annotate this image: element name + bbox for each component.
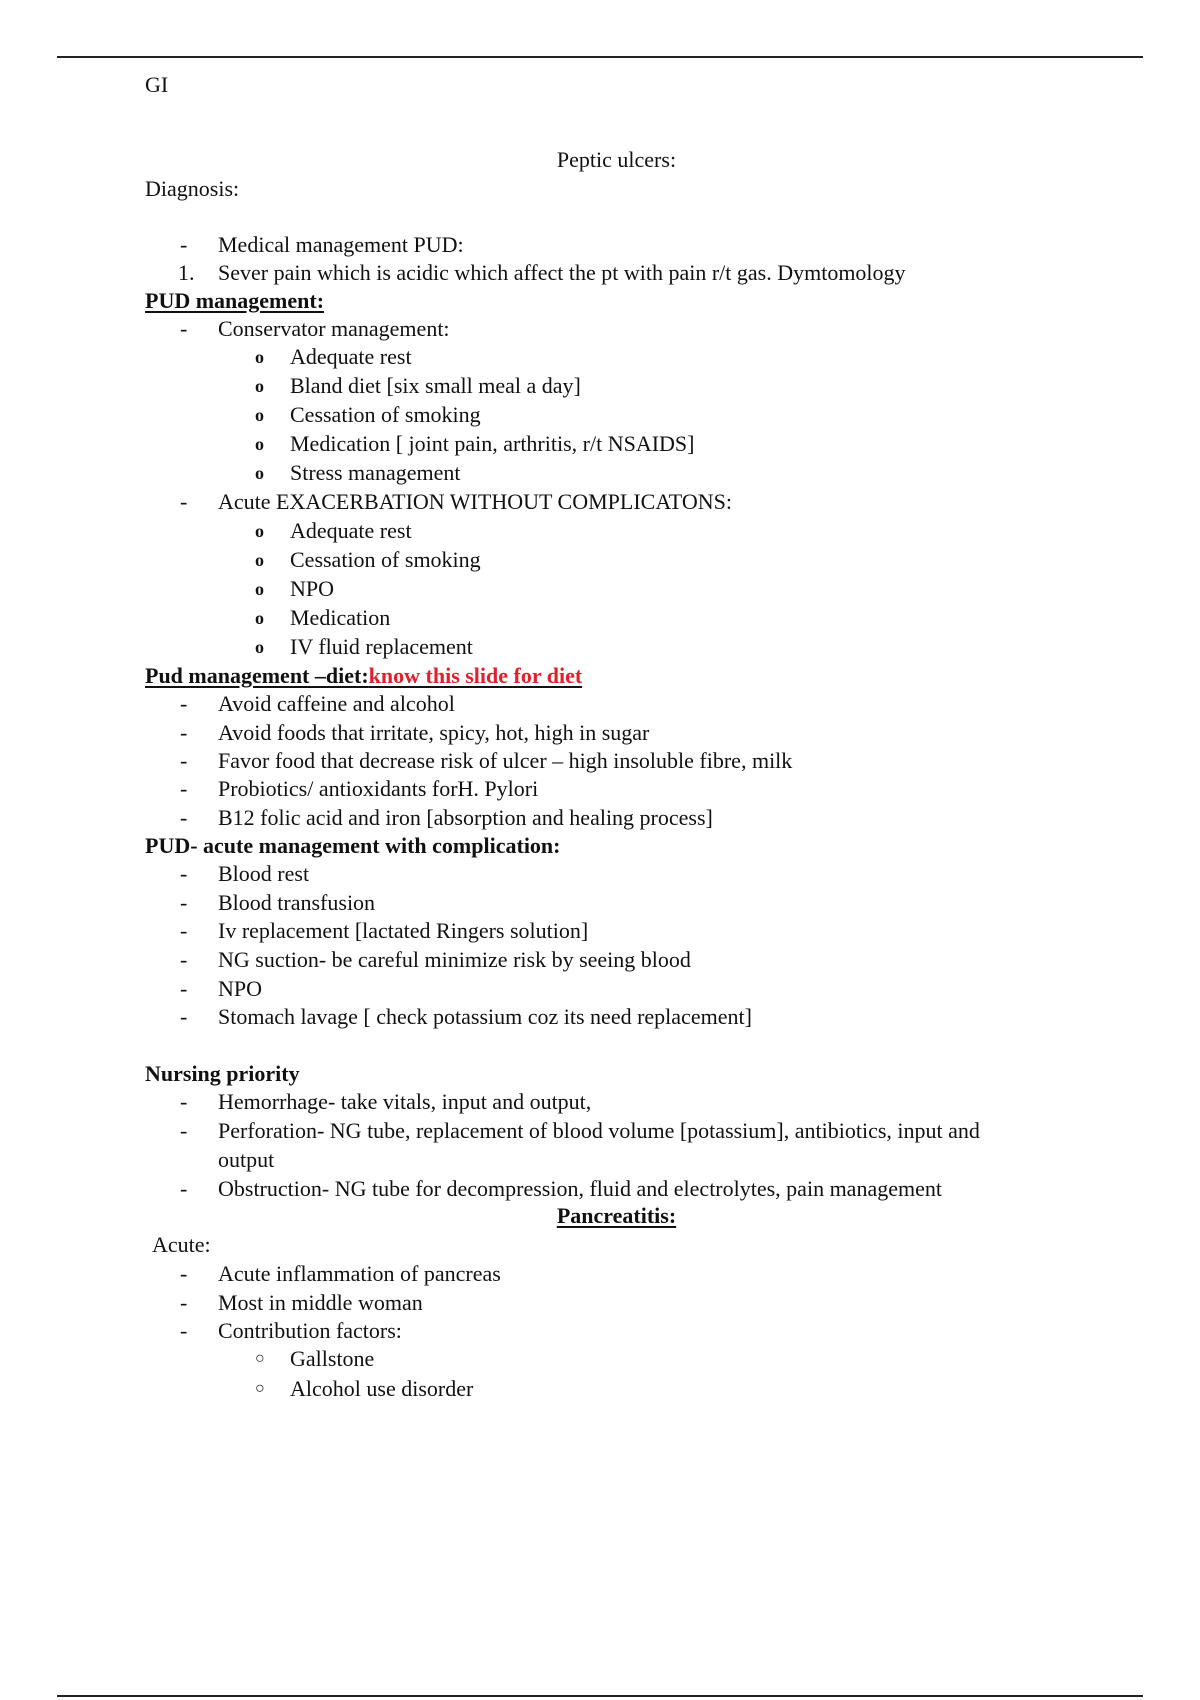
bullet-marker: o <box>255 347 264 367</box>
bullet-marker: o <box>255 550 264 570</box>
dash-marker: - <box>180 316 188 341</box>
pud-management-heading: PUD management: <box>145 288 325 313</box>
list-item-text: Obstruction- NG tube for decompression, fluid and electrolytes, pain management <box>218 1176 942 1201</box>
bullet-marker: o <box>255 579 264 599</box>
bullet-marker: o <box>255 405 264 425</box>
dash-marker: - <box>180 805 188 830</box>
sub-item-text: Cessation of smoking <box>290 547 481 572</box>
diet-heading-text: Pud management –diet: <box>145 663 369 688</box>
list-item-text: Avoid foods that irritate, spicy, hot, high in sugar <box>218 720 650 745</box>
dash-marker: - <box>180 776 188 801</box>
list-item-text: Acute inflammation of pancreas <box>218 1261 501 1286</box>
dash-marker: - <box>180 748 188 773</box>
list-item-text: Blood transfusion <box>218 890 376 915</box>
dash-marker: - <box>180 720 188 745</box>
sub-item-text: NPO <box>290 576 335 601</box>
complication-heading: PUD- acute management with complication: <box>145 833 561 858</box>
bullet-marker: o <box>255 608 264 628</box>
pancreatitis-title: Pancreatitis: <box>556 1203 677 1228</box>
dash-marker: - <box>180 1318 188 1343</box>
bullet-marker: o <box>255 434 264 454</box>
list-item-text: Avoid caffeine and alcohol <box>218 691 455 716</box>
list-item-text: Blood rest <box>218 861 310 886</box>
list-item-text: Perforation- NG tube, replacement of blood volume [potassium], antibiotics, input and <box>218 1118 980 1143</box>
list-item-text: Most in middle woman <box>218 1290 423 1315</box>
acute-label: Acute: <box>152 1232 211 1257</box>
list-item-text: Stomach lavage [ check potassium coz its need replacement] <box>218 1004 752 1029</box>
dash-marker: - <box>180 489 188 514</box>
list-item-text: Medical management PUD: <box>218 232 464 257</box>
bullet-marker: o <box>255 463 264 483</box>
peptic-ulcers-title: Peptic ulcers: <box>556 147 677 172</box>
dash-marker: - <box>180 890 188 915</box>
list-item-text: Probiotics/ antioxidants forH. Pylori <box>218 776 539 801</box>
dash-marker: - <box>180 232 188 257</box>
dash-marker: - <box>180 1261 188 1286</box>
sub-item-text: Adequate rest <box>290 344 412 369</box>
dash-marker: - <box>180 1118 188 1143</box>
top-rule <box>57 56 1143 58</box>
sub-item-text: Gallstone <box>290 1346 375 1371</box>
diet-note: know this slide for diet <box>368 663 583 688</box>
sub-item-text: Alcohol use disorder <box>290 1376 474 1401</box>
list-item-text: Hemorrhage- take vitals, input and output, <box>218 1089 592 1114</box>
dash-marker: - <box>180 1089 188 1114</box>
sub-item-text: Stress management <box>290 460 461 485</box>
list-item-text: Favor food that decrease risk of ulcer – high insoluble fibre, milk <box>218 748 793 773</box>
bottom-rule <box>57 1695 1143 1697</box>
bullet-marker: o <box>255 521 264 541</box>
sub-item-text: Medication <box>290 605 391 630</box>
nursing-priority-heading: Nursing priority <box>145 1061 300 1086</box>
list-item-text: NPO <box>218 976 263 1001</box>
conservative-label: Conservator management: <box>218 316 450 341</box>
sub-item-text: Bland diet [six small meal a day] <box>290 373 581 398</box>
dash-marker: - <box>180 947 188 972</box>
list-item-text: B12 folic acid and iron [absorption and healing process] <box>218 805 713 830</box>
list-item-text: NG suction- be careful minimize risk by seeing blood <box>218 947 691 972</box>
dash-marker: - <box>180 1290 188 1315</box>
dash-marker: - <box>180 691 188 716</box>
open-bullet-marker: ○ <box>255 1380 265 1397</box>
dash-marker: - <box>180 861 188 886</box>
list-item-text: output <box>218 1147 275 1172</box>
bullet-marker: o <box>255 376 264 396</box>
page-header: GI <box>145 72 169 97</box>
list-item-text: Iv replacement [lactated Ringers solution] <box>218 918 589 943</box>
sub-item-text: Adequate rest <box>290 518 412 543</box>
diet-heading <box>145 662 582 690</box>
number-marker: 1. <box>178 260 195 285</box>
sub-item-text: IV fluid replacement <box>290 634 473 659</box>
bullet-marker: o <box>255 637 264 657</box>
list-item-text: Sever pain which is acidic which affect the pt with pain r/t gas. Dymtomology <box>218 260 906 285</box>
sub-item-text: Medication [ joint pain, arthritis, r/t NSAIDS] <box>290 431 695 456</box>
sub-item-text: Cessation of smoking <box>290 402 481 427</box>
dash-marker: - <box>180 1004 188 1029</box>
acute-exacerbation-label: Acute EXACERBATION WITHOUT COMPLICATONS: <box>218 489 732 514</box>
dash-marker: - <box>180 918 188 943</box>
list-item-text: Contribution factors: <box>218 1318 402 1343</box>
open-bullet-marker: ○ <box>255 1350 265 1367</box>
dash-marker: - <box>180 976 188 1001</box>
diagnosis-label: Diagnosis: <box>145 176 240 201</box>
dash-marker: - <box>180 1176 188 1201</box>
